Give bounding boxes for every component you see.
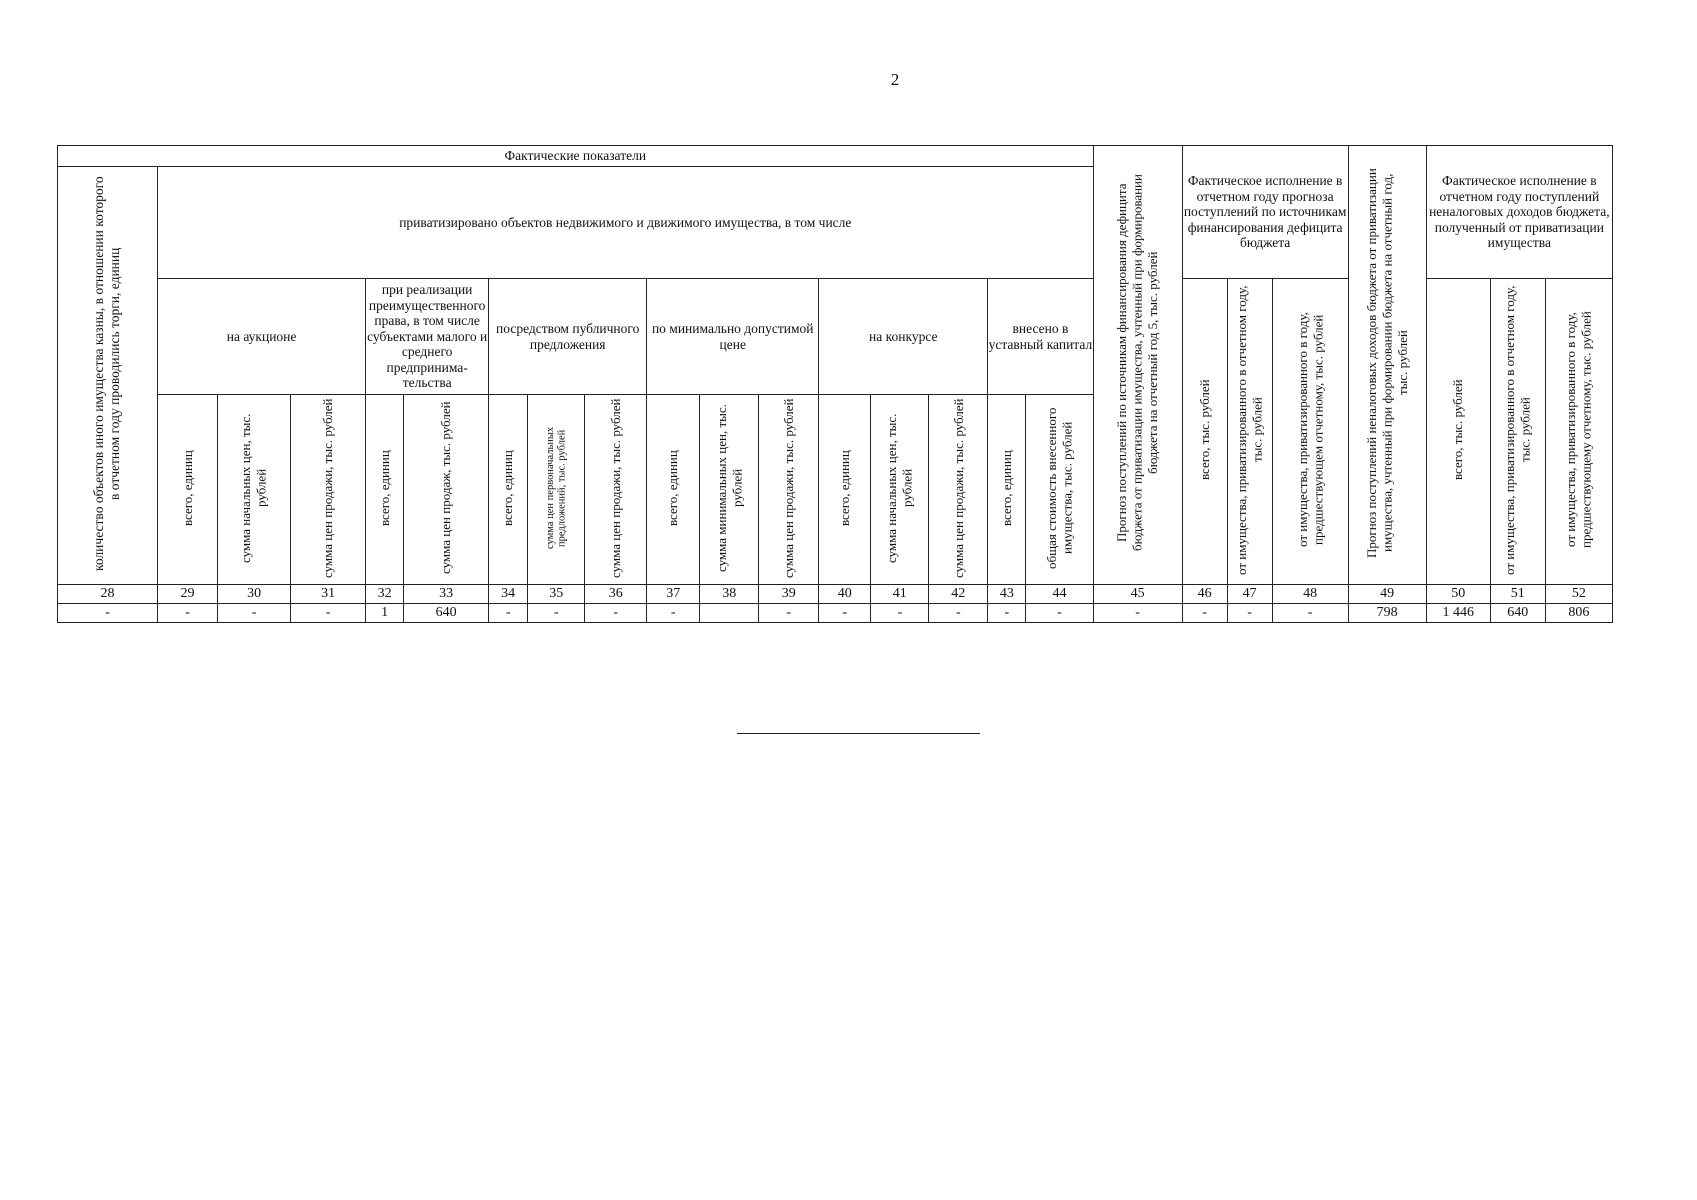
c39-header <box>759 395 819 585</box>
value-cell: - <box>58 604 158 623</box>
value-cell: - <box>647 604 700 623</box>
values-row <box>58 604 1613 623</box>
col-number: 38 <box>700 585 759 604</box>
c47-label: от имущества, приватизированного в отчетном году, тыс. рублей <box>1234 285 1265 575</box>
c41-header <box>871 395 929 585</box>
value-cell: - <box>528 604 585 623</box>
col45-forecast-deficit-header <box>1093 146 1182 585</box>
c44-header <box>1026 395 1093 585</box>
col49-forecast-nontax-header <box>1348 146 1426 585</box>
c30-label: сумма начальных цен, тыс. рублей <box>238 413 270 563</box>
c35-header <box>528 395 585 585</box>
group-auction: на аукционе <box>158 279 366 395</box>
c48-header <box>1272 279 1348 585</box>
nontax-actual-header: Фактическое исполнение в отчетном году поступлений неналоговых доходов бюджета, полученный от приватизации имущества <box>1426 146 1612 279</box>
c46-header <box>1182 279 1227 585</box>
c41-label: сумма начальных цен, тыс. рублей <box>884 413 915 563</box>
col45-label: Прогноз поступлений по источникам финансирования дефицита бюджета от приватизации имущества, учтенный при формировании бюджета на отчетный год 5, тыс. рублей <box>1114 174 1161 552</box>
c39-label: сумма цен продажи, тыс. рублей <box>780 397 796 578</box>
c29-header <box>158 395 218 585</box>
privatized-header: приватизировано объектов недвижимого и движимого имущества, в том числе <box>158 167 1094 279</box>
col-number: 43 <box>988 585 1026 604</box>
c42-header <box>929 395 988 585</box>
col-number: 35 <box>528 585 585 604</box>
c29-label: всего, единиц <box>179 449 195 526</box>
col-number: 34 <box>489 585 528 604</box>
col-number: 50 <box>1426 585 1490 604</box>
c31-header <box>291 395 366 585</box>
c36-header <box>585 395 647 585</box>
c38-label: сумма минимальных цен, тыс. рублей <box>713 403 745 572</box>
separator-line <box>737 733 980 734</box>
col-number: 37 <box>647 585 700 604</box>
col-number: 45 <box>1093 585 1182 604</box>
c34-label: всего, единиц <box>500 449 516 526</box>
group-min-price: по минимально допустимой цене <box>647 279 819 395</box>
column-numbers-row <box>58 585 1613 604</box>
value-cell: - <box>1182 604 1227 623</box>
value-cell: - <box>1272 604 1348 623</box>
col-number: 32 <box>366 585 404 604</box>
c48-label: от имущества, приватизированного в году, предшествующем отчетному, тыс. рублей <box>1294 312 1326 548</box>
c44-label: общая стоимость внесенного имущества, тыс. рублей <box>1043 407 1075 569</box>
value-cell: - <box>158 604 218 623</box>
group-capital: внесено в уставный капитал <box>988 279 1093 395</box>
c51-label: от имущества, приватизированного в отчетном году, тыс. рублей <box>1502 285 1533 575</box>
c43-label: всего, единиц <box>999 449 1015 526</box>
page-number: 2 <box>890 70 900 89</box>
value-cell: - <box>585 604 647 623</box>
col-number: 30 <box>218 585 291 604</box>
col-number: 51 <box>1490 585 1545 604</box>
actual-indicators-header: Фактические показатели <box>58 146 1094 167</box>
col-number: 36 <box>585 585 647 604</box>
c37-header <box>647 395 700 585</box>
c37-label: всего, единиц <box>665 449 681 526</box>
col-number: 52 <box>1545 585 1612 604</box>
value-cell: - <box>1227 604 1272 623</box>
col-number: 39 <box>759 585 819 604</box>
c30-header <box>218 395 291 585</box>
value-cell: - <box>929 604 988 623</box>
c40-header <box>819 395 871 585</box>
c50-label: всего, тыс. рублей <box>1450 379 1466 481</box>
value-cell: - <box>1026 604 1093 623</box>
col28-header <box>58 167 158 585</box>
value-cell: 798 <box>1348 604 1426 623</box>
col-number: 42 <box>929 585 988 604</box>
col-number: 40 <box>819 585 871 604</box>
group-public-offer: посредством публичного предложения <box>489 279 647 395</box>
col-number: 46 <box>1182 585 1227 604</box>
c31-label: сумма цен продажи, тыс. рублей <box>320 397 336 578</box>
col-number: 41 <box>871 585 929 604</box>
col-number: 33 <box>404 585 489 604</box>
value-cell: - <box>489 604 528 623</box>
c35-label: сумма цен первоначальных предложений, тыс. рублей <box>544 426 568 549</box>
value-cell: - <box>819 604 871 623</box>
c43-header <box>988 395 1026 585</box>
value-cell: 640 <box>1490 604 1545 623</box>
c32-header <box>366 395 404 585</box>
financing-actual-header: Фактическое исполнение в отчетном году прогноза поступлений по источникам финансирования дефицита бюджета <box>1182 146 1348 279</box>
value-cell: - <box>988 604 1026 623</box>
c51-header <box>1490 279 1545 585</box>
value-cell: 640 <box>404 604 489 623</box>
c50-header <box>1426 279 1490 585</box>
col-number: 47 <box>1227 585 1272 604</box>
c36-label: сумма цен продажи, тыс. рублей <box>607 397 623 578</box>
group-contest: на конкурсе <box>819 279 988 395</box>
col-number: 48 <box>1272 585 1348 604</box>
col-number: 44 <box>1026 585 1093 604</box>
value-cell <box>700 604 759 623</box>
c46-label: всего, тыс. рублей <box>1196 379 1212 481</box>
value-cell: - <box>871 604 929 623</box>
col-number: 28 <box>58 585 158 604</box>
value-cell: 1 446 <box>1426 604 1490 623</box>
col-number: 31 <box>291 585 366 604</box>
c42-label: сумма цен продажи, тыс. рублей <box>950 397 966 578</box>
c47-header <box>1227 279 1272 585</box>
c52-header <box>1545 279 1612 585</box>
value-cell: - <box>759 604 819 623</box>
privatization-report-table <box>57 145 1613 623</box>
value-cell: 1 <box>366 604 404 623</box>
c33-label: сумма цен продаж, тыс. рублей <box>438 401 454 575</box>
col-number: 29 <box>158 585 218 604</box>
group-preemptive: при реализации преимущественного права, в том числе субъектами малого и среднего предпринима-тельства <box>366 279 489 395</box>
value-cell: - <box>1093 604 1182 623</box>
c34-header <box>489 395 528 585</box>
value-cell: 806 <box>1545 604 1612 623</box>
c38-header <box>700 395 759 585</box>
col28-label: количество объектов иного имущества казны, в отношении которого в отчетном году проводились торги, единиц <box>91 176 123 572</box>
c32-label: всего, единиц <box>376 449 392 526</box>
c33-header <box>404 395 489 585</box>
value-cell: - <box>291 604 366 623</box>
col-number: 49 <box>1348 585 1426 604</box>
c52-label: от имущества, приватизированного в году, предшествующему отчетному, тыс. рублей <box>1563 311 1594 549</box>
value-cell: - <box>218 604 291 623</box>
c40-label: всего, единиц <box>836 449 852 526</box>
col49-label: Прогноз поступлений неналоговых доходов бюджета от приватизации имущества, учтенный при формировании бюджета на отчетный год, тыс. рублей <box>1363 168 1410 559</box>
